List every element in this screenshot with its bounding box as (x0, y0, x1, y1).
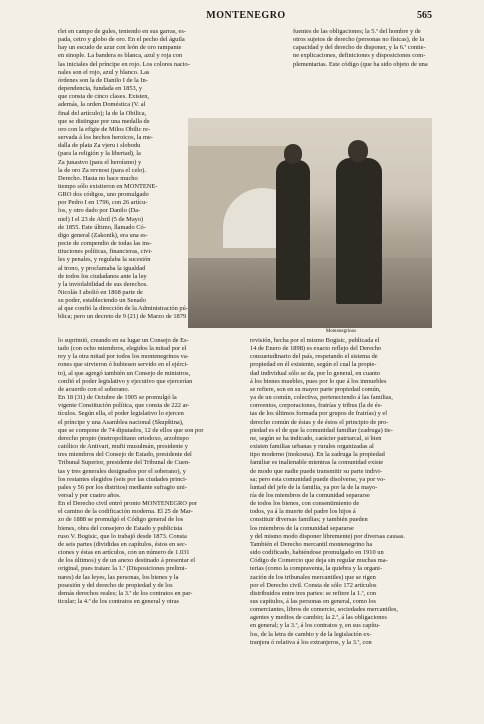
figure-left (276, 160, 310, 300)
text-line: demás derechos reales; la 3.ª de los contratos en par- (58, 589, 193, 597)
text-line: original, pues tratan: la 1.ª (Disposiciones prelimi- (58, 565, 187, 573)
text-line: tituciones políticas, financieras, civi- (58, 248, 153, 256)
column-right-top (293, 28, 432, 124)
text-line: los, de la letra de cambio y de la legislación ex- (250, 630, 372, 638)
text-line: ciones y éstas en artículos, con un número de 1.031 (58, 549, 190, 557)
text-line: luntad del jefe de la familia, ya por la de la mayo- (250, 483, 378, 491)
text-line: familiar es inalienable mientras la comunidad existe (250, 459, 384, 467)
text-line: capacidad y del derecho de disponer, y la 6.ª contie- (293, 44, 426, 52)
text-line: que consta de cinco clases. Existen, (58, 93, 150, 101)
text-line: comerciantes, libros de comercio, sociedades mercantiles, (250, 606, 398, 614)
text-line: final del artículo); la de la Obilica, (58, 109, 147, 117)
text-line: tas y tres generales designados por el soberano), y (58, 467, 186, 475)
text-line: los miembros de la comunidad separarse (250, 524, 354, 532)
text-line: tas de los últimos formada por grupos de fratrías) y el (250, 410, 388, 418)
text-line: hay un escudo de azur con león de oro rampante (58, 44, 182, 52)
text-line: zación de los tribunales mercantiles) que se rigen (250, 573, 376, 581)
text-line: También el Derecho mercantil montenegrino ha (250, 540, 373, 548)
column-left-bottom (58, 337, 242, 712)
running-header (60, 10, 432, 24)
text-line: que se compone de 74 diputados, 12 de ellos que son por (58, 426, 204, 434)
text-line: posesión y del derecho de propiedad y de los (58, 581, 173, 589)
text-line: pales y 56 por los distritos) mediante sufragio uni- (58, 483, 187, 491)
text-line: por Pedro I en 1796, con 26 artícu- (58, 199, 148, 207)
text-line: Tribunal Superior, presidente del Tribunal de Cuen- (58, 459, 191, 467)
text-line: los, y otro dado por Danilo (Da- (58, 207, 141, 215)
text-line: todos, ya á la muerte del padre los hijos á (250, 508, 356, 516)
text-line: de 1855. Este último, llamado Có- (58, 223, 146, 231)
text-line: digo general (Zakonik), era una es- (58, 231, 148, 239)
text-line: dad individual sólo se da, por lo general, en cuanto (250, 369, 381, 377)
text-line: tado (con ocho miembros, elegidos la mitad por el (58, 345, 187, 353)
text-line: blica; pero un decreto de 9 (21) de Marzo de 1879 (58, 313, 187, 321)
text-line: y del mismo modo disponer libremente) por diversas causas. (250, 532, 405, 540)
text-line: ne, según se ha indicado, carácter patriarcal, si bien (250, 434, 382, 442)
text-line: fuentes de las obligaciones; la 5.ª del hombre y de (293, 28, 421, 35)
text-line: GRO dos códigos, uno promulgado (58, 191, 149, 199)
text-line: derecho propio (metropolitano ortodoxo, arzobispo (58, 434, 189, 442)
text-line: distribuidos entre tres partes: se refiere la 1.ª, con (250, 589, 376, 597)
text-line: plementarias. Este código (que ha sido objeto de una (293, 60, 428, 68)
text-line: revisión, hecha por el mismo Bogisic, publicada el (250, 337, 380, 344)
text-line: conventos, corporaciones, fratrías y tribus (la de és- (250, 402, 383, 410)
text-line: las iniciales del príncipe en rojo. Los colores nacio- (58, 60, 190, 68)
text-line: pecie de compendio de todas las ins- (58, 240, 152, 248)
text-line: oro con la efigie de Milos Obilic re- (58, 125, 151, 133)
text-line: piedad es el de que la comunidad familiar (zadruga) tie- (250, 426, 393, 434)
text-line: versal y por cuatro años. (58, 491, 121, 499)
text-line: de acuerdo con el soberano. (58, 385, 130, 393)
text-line: que se distingue por una medalla de (58, 117, 150, 125)
text-line: rey y la otra mitad por todos los montenegrinos va- (58, 353, 189, 361)
page-title: MONTENEGRO (206, 10, 286, 21)
text-line: (para la religión y la libertad), la (58, 150, 141, 158)
text-line: tranjera ó relativa á los extranjeros, y la 3.ª, con (250, 638, 372, 646)
text-line: ya de un común, colectiva, perteneciendo á las familias, (250, 394, 393, 402)
text-line: servada á los hechos heroicos, la me- (58, 134, 153, 142)
text-line: tiempo sólo existieron en MONTENE- (58, 182, 158, 190)
text-line: ría de los miembros de la comunidad separarse (250, 491, 370, 499)
text-line: el príncipe y una Asamblea nacional (Skupština), (58, 418, 184, 426)
text-line: de modo que nadie puede transmitir su parte indivi- (250, 467, 383, 475)
text-line: lo suprimió, creando en su lugar un Consejo de Es- (58, 337, 189, 344)
text-line: consuetudinario del país, respetando el sistema de (250, 353, 378, 361)
figure-left-head (284, 144, 302, 164)
text-line: tículos. Según ella, el poder legislativo lo ejercen (58, 410, 184, 418)
text-line: de los últimos) y de un anexo destinado á presentar el (58, 557, 196, 565)
text-line: además, la orden Doméstica (V. al (58, 101, 146, 109)
text-line: por el Derecho civil. Consta de sólo 172 artículos (250, 581, 377, 589)
text-line: Código de Comercio que deja sin regular muchas ma- (250, 557, 388, 565)
text-line: 14 de Enero de 1898) es exacto reflejo del Derecho (250, 345, 382, 353)
text-line: pada, cetro y globo de oro. En el pecho del águila (58, 36, 185, 44)
text-line: al trono, y proclamaba la igualdad (58, 264, 146, 272)
text-line: Derecho. Hasta no hace mucho (58, 174, 138, 182)
text-line: rones que sirvieron ó hubiesen servido en el ejérci- (58, 361, 189, 369)
text-line: derecho común de éstas y de éstos el principio de pro- (250, 418, 389, 426)
page-number: 565 (417, 10, 432, 21)
text-line: niel) I el 23 de Abril (5 de Mayo) (58, 215, 144, 223)
montenegrins-photo (188, 118, 432, 328)
photo-caption: Montenegrinos (325, 329, 357, 334)
text-line: tipo moderno (inokosna). En la zadruga la propiedad (250, 451, 385, 459)
text-line: sa; pero esta comunidad puede disolverse, ya por vo- (250, 475, 386, 483)
text-line: sus capítulos, á las personas en general, como los (250, 598, 377, 605)
text-line: dalla de plata Za vjeru i slobodu (58, 142, 141, 150)
text-line: constituir diversas familias; y también pueden (250, 516, 368, 524)
text-line: tres miembros del Consejo de Estado, presidente del (58, 451, 192, 459)
text-line: agentes y medios de cambio; la 2.ª, á las obligaciones (250, 614, 387, 622)
text-line: En 18 (31) de Octubre de 1905 se promulgó la (58, 394, 177, 402)
text-line: existen familias urbanas y rurales organizadas al (250, 443, 374, 451)
text-line: En el Derecho civil entró pronto MONTENEGRO por (58, 500, 197, 508)
text-line: católico de Antivari, mufti musulmán, presidente y (58, 443, 188, 451)
text-line: vigente Constitución política, que consta de 222 ar- (58, 402, 190, 410)
text-line: ticular; la 4.ª de los contratos en general y otras (58, 598, 180, 605)
text-line: sido codificado, habiéndose promulgado en 1910 un (250, 549, 384, 557)
text-line: confió el poder legislativo y ejecutivo que ejercerían (58, 377, 193, 385)
text-line: se refiere, son en su mayor parte propiedad común, (250, 385, 381, 393)
text-line: en sinople. La bandera es blanca, azul y roja con (58, 52, 183, 60)
column-right-bottom (250, 337, 432, 712)
text-line: órdenes son la de Danilo I de la In- (58, 76, 148, 84)
text-line: su poder, estableciendo un Senado (58, 297, 146, 305)
text-line: bienes, obra del consejero de Estado y publicista (58, 524, 183, 532)
text-line: los restantes elegidos (seis por las ciudades princi- (58, 475, 188, 483)
text-line: de seis partes (divididas en capítulos, éstos en sec- (58, 540, 188, 548)
photo-ground (188, 258, 432, 328)
figure-right (336, 158, 382, 304)
column-left-top (58, 28, 195, 358)
text-line: propiedad en él existente, según el cual la propie- (250, 361, 377, 369)
text-line: á los bienes muebles, pues por lo que á los inmuebles (250, 377, 387, 385)
figure-right-head (348, 140, 368, 162)
text-line: to), al que agregó también un Consejo de ministros, (58, 369, 191, 377)
text-line: de todos los bienes, con consentimiento de (250, 500, 360, 508)
text-line: dependencia, fundada en 1853, y (58, 85, 143, 93)
text-line: de todos los ciudadanos ante la ley (58, 272, 147, 280)
text-line: al que confió la dirección de la Administración pú- (58, 305, 188, 313)
text-line: el camino de la codificación moderna. El 25 de Mar- (58, 508, 193, 516)
text-line: en general; y la 3.ª, á los contratos y, en sus capítu- (250, 622, 381, 630)
text-line: ne explicaciones, definiciones y disposiciones com- (293, 52, 426, 60)
text-line: otros sujetos de derecho (personas no físicas), de la (293, 36, 425, 44)
text-line: y la inviolabilidad de sus derechos. (58, 280, 148, 288)
text-line: nales son el rojo, azul y blanco. Las (58, 68, 150, 76)
text-line: les y penales, y regulaba la sucesión (58, 256, 151, 264)
text-line: ruso V. Bogisic, que lo trabajó desde 1873. Consta (58, 532, 187, 540)
text-line: terias (como la compraventa, la quiebra y la organi- (250, 565, 383, 573)
text-line: Za junastvo (para el heroísmo) y (58, 158, 142, 166)
text-line: zo de 1888 se promulgó el Código general de los (58, 516, 184, 524)
text-line: rlet en campo de gules, teniendo en sus garras, es- (58, 28, 186, 35)
text-line: Nicolás I abolió en 1868 parte de (58, 289, 143, 296)
text-line: la de oro Za revnost (para el celo). (58, 166, 147, 174)
text-line: nares) de las leyes, las personas, los bienes y la (58, 573, 179, 581)
